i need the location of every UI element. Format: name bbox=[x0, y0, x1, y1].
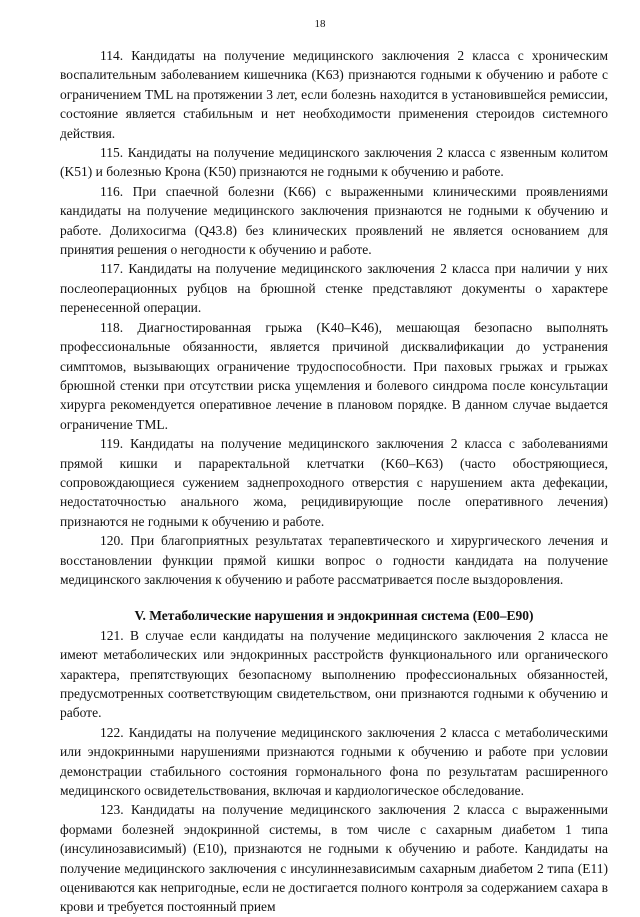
paragraph-122: 122. Кандидаты на получение медицинского заключения 2 класса с метаболическими или эндокринными нарушениями признаются годными к обучению и работе при условии демонстрации стабильного состояния гормонального фона по результатам расширенного медицинского освидетельствования, включая и кардиологическое обследование. bbox=[60, 724, 608, 799]
paragraph-121: 121. В случае если кандидаты на получение медицинского заключения 2 класса не имеют метаболических или эндокринных расстройств функционального или органического характера, препятствующих безопасному выполнению профессиональных обязанностей, предусмотренных соответствующим свидетельством, они признаются годными к обучению и работе. bbox=[60, 627, 608, 721]
paragraph-115: 115. Кандидаты на получение медицинского заключения 2 класса с язвенным колитом (K51) и болезнью Крона (K50) признаются не годными к обучению и работе. bbox=[60, 145, 608, 180]
document-body bbox=[60, 46, 608, 917]
paragraph-120: 120. При благоприятных результатах терапевтического и хирургического лечения и восстановлении функции прямой кишки вопрос о годности кандидата на получение медицинского заключения к обучению и работе рассматривается после выздоровления. bbox=[60, 533, 608, 587]
page-number: 18 bbox=[314, 18, 326, 30]
paragraph-118: 118. Диагностированная грыжа (K40–K46), мешающая безопасно выполнять профессиональные обязанности, является причиной дисквалификации до устранения симптомов, вызывающих ограничение трудоспособности. При паховых грыжах и грыжах брюшной стенки при отсутствии риска ущемления и болевого синдрома после консультации хирурга рекомендуется оперативное лечение в плановом порядке. В данном случае выдается ограничение TML. bbox=[60, 319, 608, 432]
paragraph-117: 117. Кандидаты на получение медицинского заключения 2 класса при наличии у них послеоперационных рубцов на брюшной стенке представляют документы о характере перенесенной операции. bbox=[60, 261, 608, 316]
section-heading: V. Метаболические нарушения и эндокринная система (E00–E90) bbox=[134, 608, 534, 624]
paragraph-116: 116. При спаечной болезни (K66) с выраженными клиническими проявлениями кандидаты на получение медицинского заключения признаются не годными к обучению и работе. Долихосигма (Q43.8) без клинических проявлений не является основанием для принятия решения о негодности к обучению и работе. bbox=[60, 183, 608, 258]
paragraph-114: 114. Кандидаты на получение медицинского заключения 2 класса с хроническим воспалительным заболеванием кишечника (K63) признаются годными к обучению и работе с ограничением TML на протяжении 3 лет, если болезнь находится в установившейся ремиссии, состояние является стабильным и нет необходимости применения стероидов системного действия. bbox=[60, 48, 608, 141]
paragraph-119: 119. Кандидаты на получение медицинского заключения 2 класса с заболеваниями прямой кишки и параректальной клетчатки (K60–K63) (часто обостряющиеся, сопровождающиеся сужением заднепроходного отверстия с нарушением акта дефекации, недостаточностью анального жома, рецидивирующие после оперативного лечения) признаются не годными к обучению и работе. bbox=[60, 436, 608, 529]
paragraph-123: 123. Кандидаты на получение медицинского заключения 2 класса с выраженными формами болезней эндокринной системы, в том числе с сахарным диабетом 1 типа (инсулинозависимый) (E10), признаются не годными к обучению и работе. Кандидаты на получение медицинского заключения с инсулиннезависимым сахарным диабетом 2 типа (E11) оцениваются как непригодные, если не достигается полного контроля за содержанием сахара в крови и требуется постоянный прием bbox=[60, 802, 608, 915]
